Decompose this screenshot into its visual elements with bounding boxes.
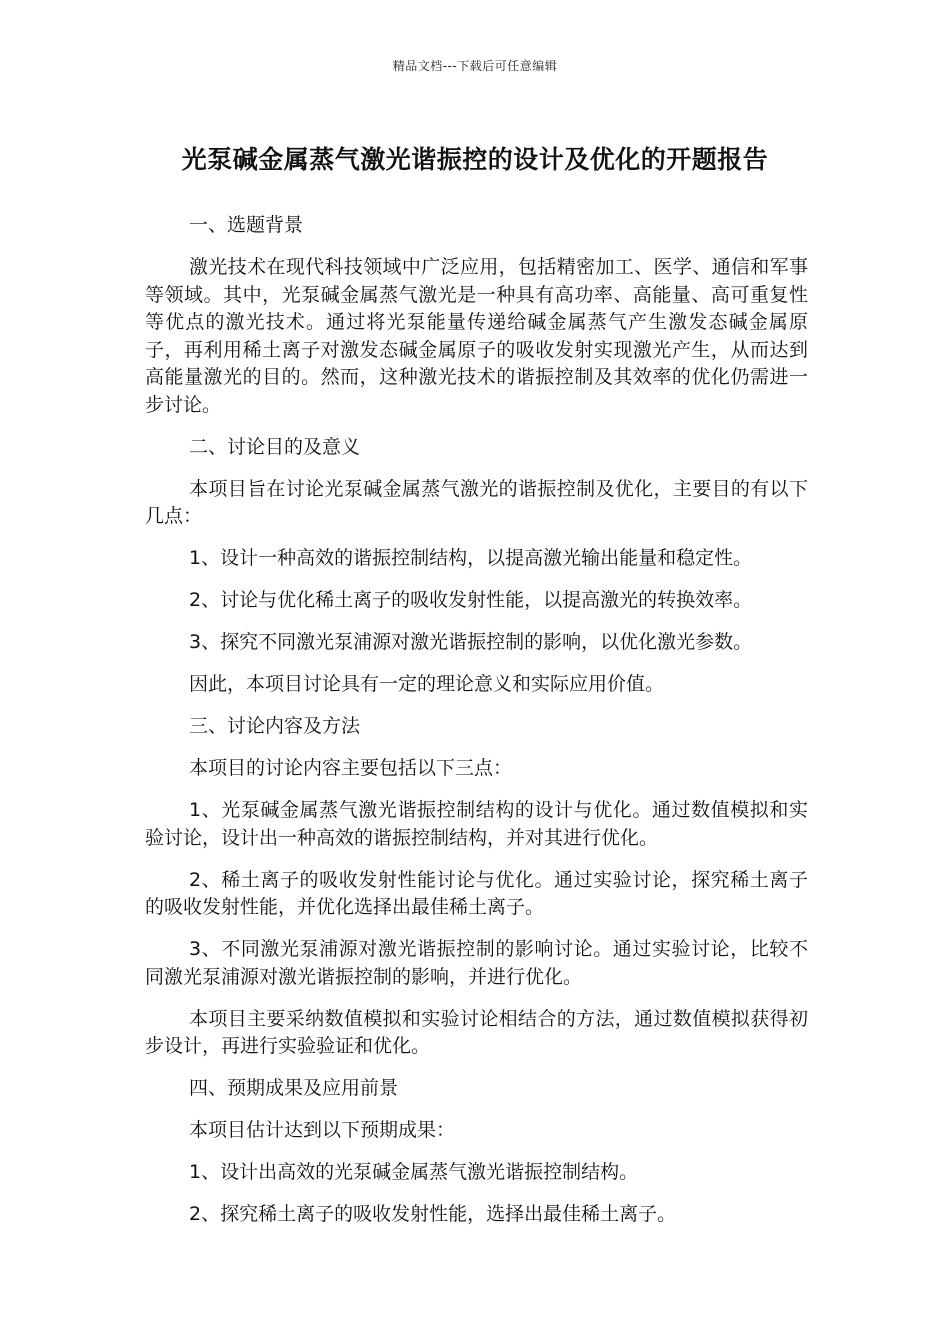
section-heading-content-method: 三、讨论内容及方法 bbox=[189, 715, 361, 737]
list-item-content-2: 2、稀土离子的吸收发射性能讨论与优化。通过实验讨论，探究稀土离子的吸收发射性能，并优化选择出最佳稀土离子。 bbox=[145, 868, 808, 918]
document-body bbox=[145, 212, 808, 1243]
list-item-purpose-2: 2、讨论与优化稀土离子的吸收发射性能，以提高激光的转换效率。 bbox=[189, 589, 753, 611]
document-title: 光泵碱金属蒸气激光谐振控的设计及优化的开题报告 bbox=[181, 145, 769, 174]
page-header-watermark: 精品文档---下载后可任意编辑 bbox=[392, 59, 558, 73]
section-heading-background: 一、选题背景 bbox=[189, 214, 304, 236]
section-heading-purpose: 二、讨论目的及意义 bbox=[189, 435, 361, 458]
list-item-content-1: 1、光泵碱金属蒸气激光谐振控制结构的设计与优化。通过数值模拟和实验讨论，设计出一种高效的谐振控制结构，并对其进行优化。 bbox=[145, 799, 808, 849]
paragraph-background: 激光技术在现代科技领域中广泛应用，包括精密加工、医学、通信和军事等领域。其中，光泵碱金属蒸气激光是一种具有高功率、高能量、高可重复性等优点的激光技术。通过将光泵能量传递给碱金属蒸气产生激发态碱金属原子，再利用稀土离子对激发态碱金属原子的吸收发射实现激光产生，从而达到高能量激光的目的。然而，这种激光技术的谐振控制及其效率的优化仍需进一步讨论。 bbox=[145, 256, 808, 416]
list-item-content-3: 3、不同激光泵浦源对激光谐振控制的影响讨论。通过实验讨论，比较不同激光泵浦源对激光谐振控制的影响，并进行优化。 bbox=[145, 938, 808, 988]
list-item-outcome-1: 1、设计出高效的光泵碱金属蒸气激光谐振控制结构。 bbox=[189, 1161, 639, 1183]
paragraph-significance: 因此，本项目讨论具有一定的理论意义和实际应用价值。 bbox=[189, 673, 665, 695]
paragraph-content-intro: 本项目的讨论内容主要包括以下三点： bbox=[189, 757, 513, 779]
list-item-purpose-3: 3、探究不同激光泵浦源对激光谐振控制的影响，以优化激光参数。 bbox=[189, 631, 753, 653]
paragraph-purpose-intro: 本项目旨在讨论光泵碱金属蒸气激光的谐振控制及优化，主要目的有以下几点： bbox=[145, 477, 808, 527]
list-item-purpose-1: 1、设计一种高效的谐振控制结构，以提高激光输出能量和稳定性。 bbox=[189, 547, 753, 569]
list-item-outcome-2: 2、探究稀土离子的吸收发射性能，选择出最佳稀土离子。 bbox=[189, 1203, 677, 1225]
paragraph-method: 本项目主要采纳数值模拟和实验讨论相结合的方法，通过数值模拟获得初步设计，再进行实验验证和优化。 bbox=[145, 1007, 808, 1057]
section-heading-outcomes: 四、预期成果及应用前景 bbox=[189, 1077, 399, 1099]
paragraph-outcomes-intro: 本项目估计达到以下预期成果： bbox=[189, 1119, 456, 1141]
